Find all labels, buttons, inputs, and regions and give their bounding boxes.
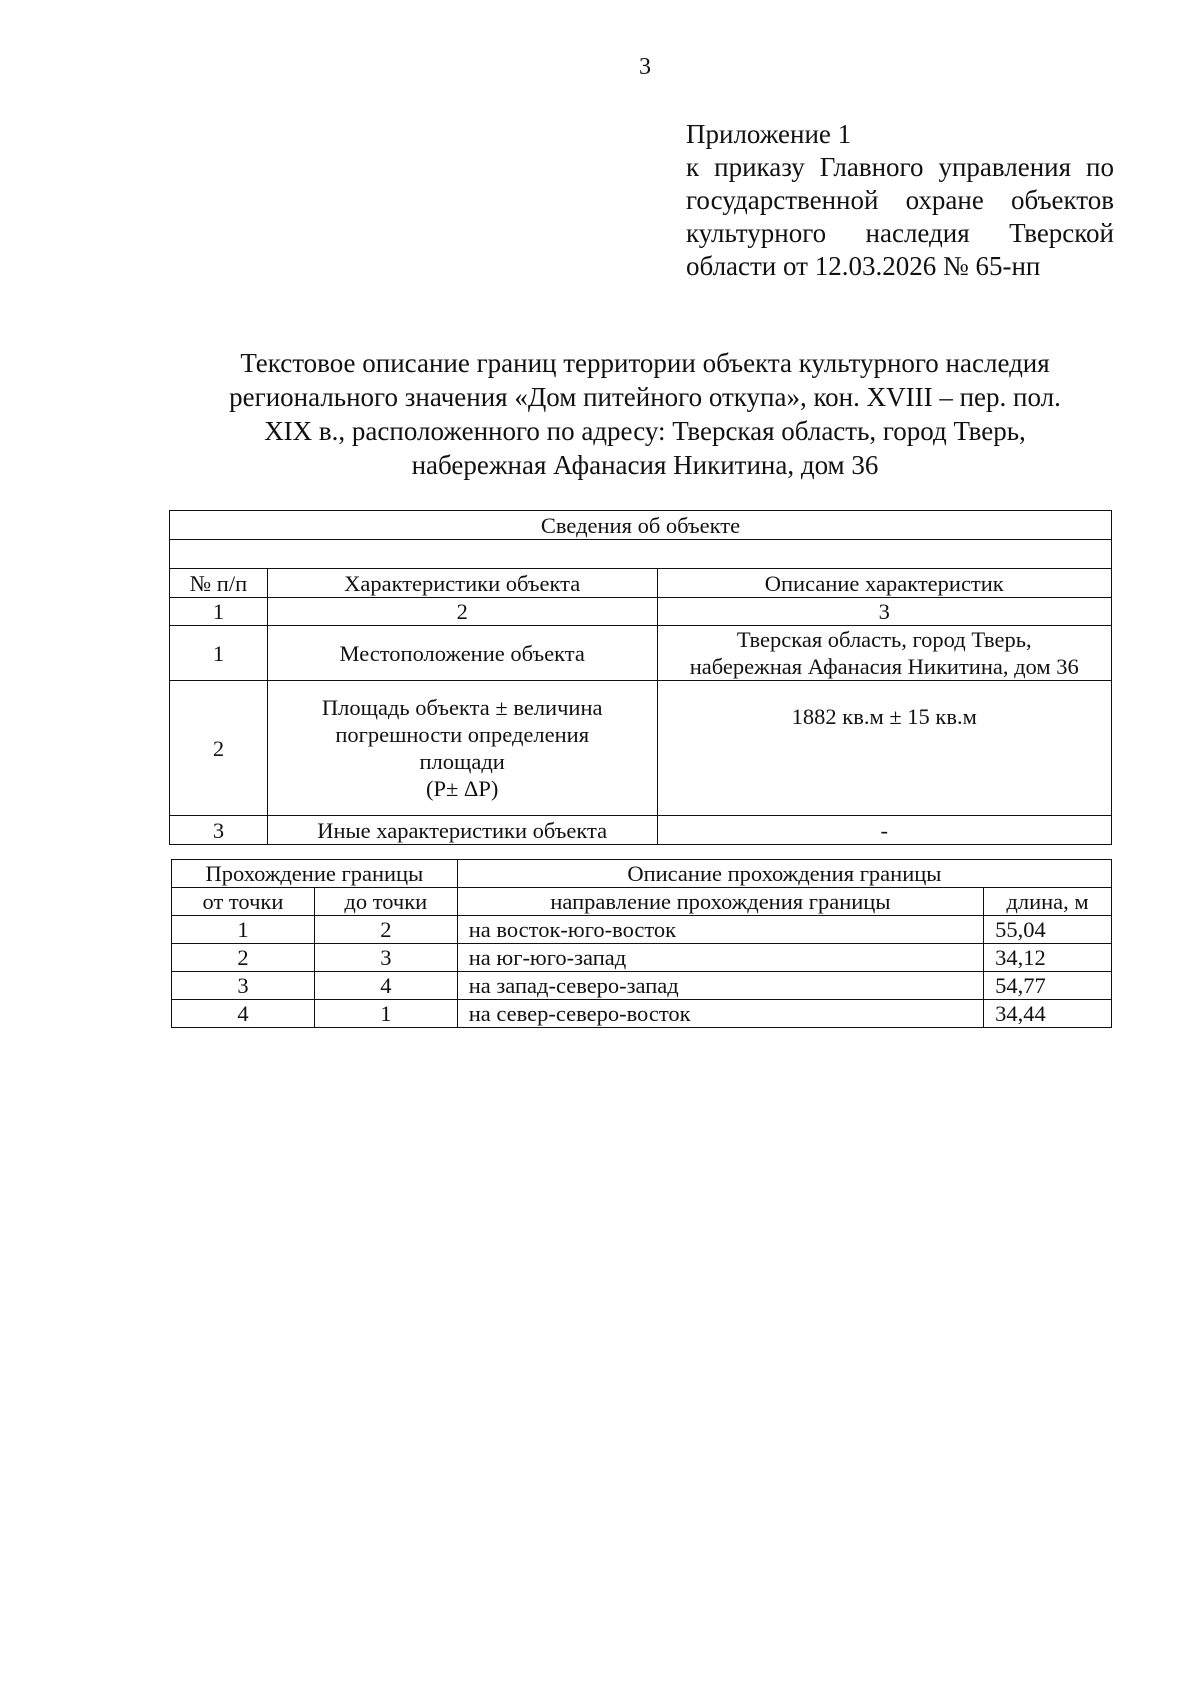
column-header: от точки [172, 888, 315, 916]
description-cell: - [657, 816, 1112, 845]
characteristic-line: площади [419, 749, 505, 774]
to-point: 2 [314, 916, 457, 944]
column-header: направление прохождения границы [457, 888, 983, 916]
column-number: 3 [657, 598, 1112, 626]
from-point: 1 [172, 916, 315, 944]
to-point: 4 [314, 972, 457, 1000]
row-number: 2 [170, 681, 268, 816]
description-line: Тверская область, город Тверь, [736, 627, 1032, 652]
table-row [172, 944, 1112, 972]
column-number: 2 [267, 598, 657, 626]
appendix-line: культурного наследия Тверской [686, 218, 1114, 248]
characteristic-cell [267, 681, 657, 816]
appendix-line: к приказу Главного управления по [686, 152, 1114, 182]
characteristic-line: погрешности определения [335, 722, 590, 747]
table-row [172, 1000, 1112, 1028]
direction: на восток-юго-восток [457, 916, 983, 944]
characteristic-line: (P± ΔP) [425, 776, 499, 801]
table-row [170, 681, 1112, 816]
appendix-block [686, 118, 1114, 283]
group-header-row [172, 860, 1112, 888]
table-row [172, 972, 1112, 1000]
length: 55,04 [984, 916, 1112, 944]
object-info-table [169, 510, 1112, 845]
appendix-line: области от 12.03.2026 № 65-нп [686, 251, 1041, 281]
group-header: Описание прохождения границы [457, 860, 1111, 888]
column-header: № п/п [170, 569, 268, 598]
direction: на север-северо-восток [457, 1000, 983, 1028]
characteristic-cell: Иные характеристики объекта [267, 816, 657, 845]
characteristic-line: Площадь объекта ± величина [321, 695, 603, 720]
column-header: Характеристики объекта [267, 569, 657, 598]
group-header: Прохождение границы [172, 860, 458, 888]
direction: на юг-юго-запад [457, 944, 983, 972]
description-cell [657, 626, 1112, 681]
length: 54,77 [984, 972, 1112, 1000]
description-line: набережная Афанасия Никитина, дом 36 [689, 654, 1079, 679]
column-header: Описание характеристик [657, 569, 1112, 598]
from-point: 3 [172, 972, 315, 1000]
header-row [172, 888, 1112, 916]
column-header: длина, м [984, 888, 1112, 916]
appendix-line: государственной охране объектов [686, 185, 1114, 215]
length: 34,44 [984, 1000, 1112, 1028]
to-point: 1 [314, 1000, 457, 1028]
from-point: 2 [172, 944, 315, 972]
from-point: 4 [172, 1000, 315, 1028]
length: 34,12 [984, 944, 1112, 972]
title-line: Текстовое описание границ территории объекта культурного наследия [240, 348, 1050, 378]
row-number: 1 [170, 626, 268, 681]
direction: на запад-северо-запад [457, 972, 983, 1000]
table-row [172, 916, 1112, 944]
to-point: 3 [314, 944, 457, 972]
column-number: 1 [170, 598, 268, 626]
appendix-title: Приложение 1 [686, 119, 852, 149]
title-line: набережная Афанасия Никитина, дом 36 [411, 450, 879, 480]
title-line: регионального значения «Дом питейного откупа», кон. XVIII – пер. пол. [229, 382, 1061, 412]
table-row [170, 816, 1112, 845]
description-cell: 1882 кв.м ± 15 кв.м [657, 681, 1112, 816]
boundary-table [171, 859, 1112, 1028]
page-number: 3 [639, 54, 651, 80]
table-row [170, 626, 1112, 681]
title-line: XIX в., расположенного по адресу: Тверская область, город Тверь, [264, 416, 1026, 446]
characteristic-cell: Местоположение объекта [267, 626, 657, 681]
empty-row [170, 540, 1112, 569]
table-caption: Сведения об объекте [170, 511, 1112, 540]
column-header: до точки [314, 888, 457, 916]
row-number: 3 [170, 816, 268, 845]
document-title [180, 346, 1110, 482]
